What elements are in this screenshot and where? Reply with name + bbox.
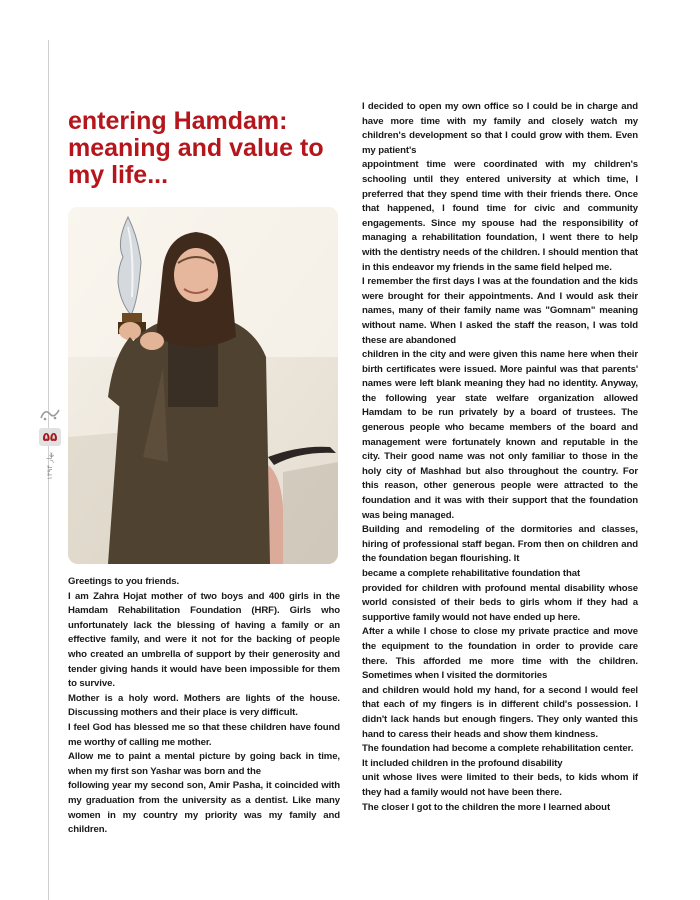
paragraph: After a while I chose to close my private practice and move the equipment to the foundation in order to provide care there. This afforded me more time with the children. Sometimes when I visited the dormitories: [362, 626, 638, 682]
paragraph: Mother is a holy word. Mothers are lights of the house. Discussing mothers and their place is very difficult.: [68, 692, 340, 719]
paragraph: became a complete rehabilitative foundation that: [362, 568, 581, 579]
magazine-logo-icon: [39, 406, 61, 422]
paragraph: It included children in the profound disability: [362, 757, 563, 769]
issue-note: ۱۳۹۴ بهار: [46, 452, 54, 480]
paragraph: I decided to open my own office so I could be in charge and have more time with my family and closely watch my children's development so that I could grow with them. Even my patient's: [362, 101, 638, 156]
article-column-left: [68, 575, 340, 838]
article-title: entering Hamdam: meaning and value to my life...: [68, 107, 324, 189]
paragraph: I am Zahra Hojat mother of two boys and 400 girls in the Hamdam Rehabilitation Foundation (HRF). Girls who unfortunately lack the blessing of having a family or an effective family, and were it not for the backing of people who created an umbrella of support by their generosity and tender giving hands it would have been impossible for them to survive.: [68, 590, 340, 690]
side-marks: [36, 406, 64, 480]
paragraph: Allow me to paint a mental picture by going back in time, when my first son Yashar was born and the: [68, 751, 340, 777]
paragraph: Building and remodeling of the dormitories and classes, hiring of professional staff began. From then on children and the foundation began flourishing. It: [362, 524, 638, 565]
paragraph: unit whose lives were limited to their beds, to kids whom if they had a family would not have been there.: [362, 772, 638, 798]
page-number: ۵۵: [39, 428, 61, 446]
paragraph: The foundation had become a complete rehabilitation center.: [362, 743, 634, 755]
paragraph: and children would hold my hand, for a second I would feel that each of my fingers is in different child's possession. I didn't lack hands but enough fingers. They only wanted this hand to caress their heads and show them kindness.: [362, 684, 638, 740]
woman-with-award-illustration: [68, 207, 338, 564]
paragraph: The closer I got to the children the more I learned about: [362, 801, 611, 813]
paragraph: I feel God has blessed me so that these children have found me worthy of calling me mother.: [68, 721, 340, 748]
article-photo: [68, 207, 338, 564]
paragraph: provided for children with profound mental disability whose world consisted of their beds to girls whom if they had a supportive family would not have ended up here.: [362, 582, 638, 623]
paragraph: children in the city and were given this name here when their birth certificates were issued. More painful was that parents' names were left blank meaning they had no identity. Anyway, the following year state welfare organization allowed Hamdam to be run privately by a board of trustees. The generous people who became members of the board and management were fortunately known and reputable in the city. Their good name was not only familiar to those in the holy city of Mashhad but also throughout the country. For this reason, other generous people were attracted to the foundation and it was with their support that the foundation was being managed.: [362, 349, 638, 521]
article-column-right: [362, 100, 638, 815]
paragraph: appointment time were coordinated with my children's schooling until they entered university at which time, I preferred that they spend time with their friends there. Once that happened, I found time for civic and community engagements. Since my spouse had the responsibility of managing a rehabilitation foundation, I went there to help with the dentistry needs of the children. I should mention that in this endeavor my friends in the same field helped me.: [362, 159, 638, 273]
paragraph: I remember the first days I was at the foundation and the kids were brought for their appointments. And I would ask their names, many of their family name was "Gomnam" meaning without name. When I asked the staff the reason, I was told these are abandoned: [362, 276, 638, 346]
paragraph: Greetings to you friends.: [68, 576, 180, 587]
paragraph: following year my second son, Amir Pasha, it coincided with my graduation from the university as a dentist. Like many women in my country my priority was my family and children.: [68, 780, 340, 836]
